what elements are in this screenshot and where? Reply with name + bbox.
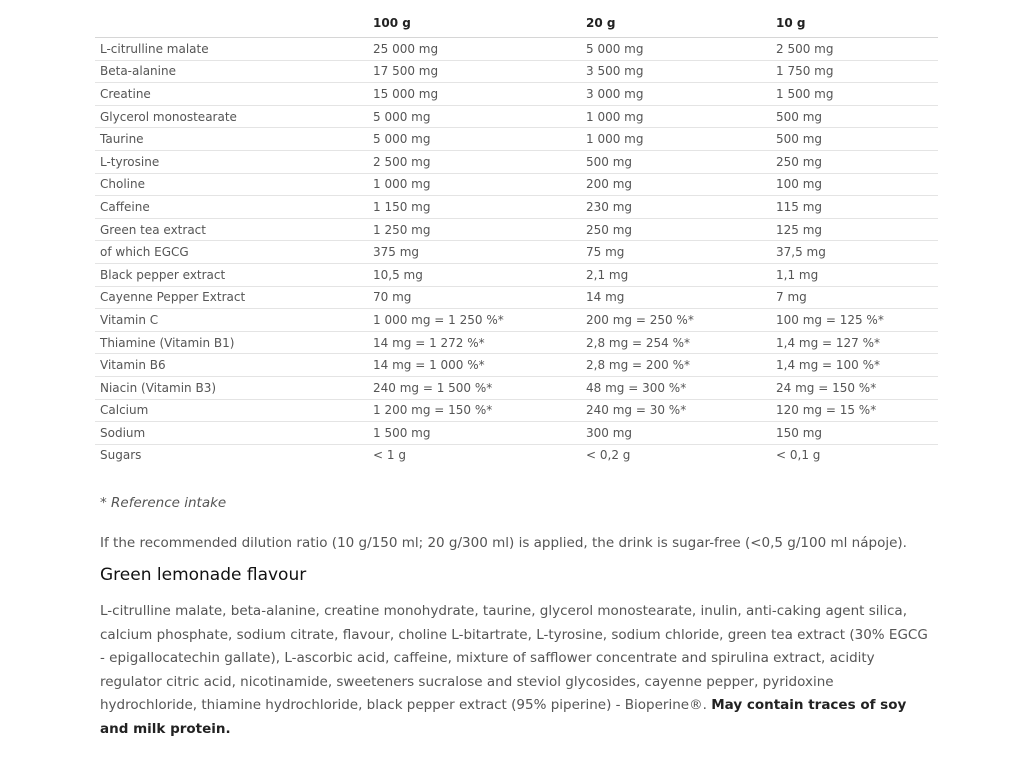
table-row [95, 105, 938, 128]
column-header-100g: 100 g [373, 8, 586, 38]
amount-100g: 1 150 mg [373, 196, 586, 219]
amount-100g: 375 mg [373, 241, 586, 264]
amount-10g: 125 mg [776, 218, 938, 241]
amount-20g: 75 mg [586, 241, 776, 264]
nutrient-name: Creatine [95, 83, 373, 106]
nutrient-name: Niacin (Vitamin B3) [95, 376, 373, 399]
amount-10g: 250 mg [776, 150, 938, 173]
table-row [95, 60, 938, 83]
nutrient-name: Choline [95, 173, 373, 196]
amount-100g: 1 000 mg = 1 250 %* [373, 309, 586, 332]
ingredients-text [100, 600, 930, 741]
table-row [95, 173, 938, 196]
table-row [95, 309, 938, 332]
nutrient-name: Sugars [100, 448, 142, 463]
amount-20g: 500 mg [586, 150, 776, 173]
amount-20g: 2,8 mg = 200 %* [586, 354, 776, 377]
amount-100g: 5 000 mg [373, 105, 586, 128]
amount-10g: 1,4 mg = 127 %* [776, 331, 938, 354]
amount-20g: 250 mg [586, 218, 776, 241]
nutrient-name: Beta-alanine [95, 60, 373, 83]
nutrient-name: Glycerol monostearate [95, 105, 373, 128]
amount-20g: 48 mg = 300 %* [586, 376, 776, 399]
amount-100g: 14 mg = 1 000 %* [373, 354, 586, 377]
amount-100g: 10,5 mg [373, 263, 586, 286]
nutrient-name: Black pepper extract [95, 263, 373, 286]
amount-20g: 1 000 mg [586, 105, 776, 128]
column-header-20g: 20 g [586, 8, 776, 38]
table-row [95, 150, 938, 173]
amount-20g: 14 mg [586, 286, 776, 309]
table-row [95, 331, 938, 354]
allergen-warning: May contain traces of soy and milk protein. [100, 697, 907, 737]
nutrient-name: Cayenne Pepper Extract [95, 286, 373, 309]
amount-20g: 240 mg = 30 %* [586, 399, 776, 422]
amount-10g: 500 mg [776, 128, 938, 151]
amount-10g: 37,5 mg [776, 241, 938, 264]
amount-100g: 1 250 mg [373, 218, 586, 241]
amount-100g: 70 mg [373, 286, 586, 309]
table-row [95, 263, 938, 286]
nutrient-name: Caffeine [95, 196, 373, 219]
amount-10g: 1,1 mg [776, 263, 938, 286]
amount-20g: 2,1 mg [586, 263, 776, 286]
table-body [95, 38, 938, 467]
amount-10g: 1,4 mg = 100 %* [776, 354, 938, 377]
amount-10g: 1 500 mg [776, 83, 938, 106]
table-row [95, 196, 938, 219]
table-row [95, 286, 938, 309]
table-header-row [95, 8, 938, 38]
ingredients-list: L-citrulline malate, beta-alanine, creatine monohydrate, taurine, glycerol monostearate, inulin, anti-caking agent silica, calcium phosphate, sodium citrate, flavour, choline L-bitartrate, L-tyrosine, sodium chloride, green tea extract (30% EGCG - epigallocatechin gallate), L-ascorbic acid, caffeine, mixture of safflower concentrate and spirulina extract, acidity regulator citric acid, nicotinamide, sweeteners sucralose and steviol glycosides, cayenne pepper, pyridoxine hydrochloride, thiamine hydrochloride, black pepper extract (95% piperine) - Bioperine®. [100, 603, 928, 713]
amount-20g: 300 mg [586, 422, 776, 445]
table-row [95, 444, 938, 466]
amount-10g: 500 mg [776, 105, 938, 128]
table-row [95, 38, 938, 61]
amount-20g: 1 000 mg [586, 128, 776, 151]
amount-100g: 17 500 mg [373, 60, 586, 83]
table-row [95, 399, 938, 422]
reference-intake-note: * Reference intake [100, 495, 227, 511]
amount-20g: 2,8 mg = 254 %* [586, 331, 776, 354]
amount-20g: 3 500 mg [586, 60, 776, 83]
amount-20g: 200 mg = 250 %* [586, 309, 776, 332]
nutrient-name: Thiamine (Vitamin B1) [95, 331, 373, 354]
nutrient-name: Green tea extract [95, 218, 373, 241]
amount-10g: 150 mg [776, 422, 938, 445]
nutrient-name: Calcium [95, 399, 373, 422]
amount-100g: 14 mg = 1 272 %* [373, 331, 586, 354]
amount-10g: 7 mg [776, 286, 938, 309]
table-row [95, 83, 938, 106]
amount-10g: 120 mg = 15 %* [776, 399, 938, 422]
amount-100g: 5 000 mg [373, 128, 586, 151]
amount-100g: 1 200 mg = 150 %* [373, 399, 586, 422]
amount-20g: < 0,2 g [586, 448, 631, 463]
table-row [95, 422, 938, 445]
table-row [95, 241, 938, 264]
amount-20g: 200 mg [586, 173, 776, 196]
nutrient-name: Taurine [95, 128, 373, 151]
nutrient-name: Vitamin B6 [95, 354, 373, 377]
amount-10g: 24 mg = 150 %* [776, 376, 938, 399]
nutrient-name: L-tyrosine [95, 150, 373, 173]
amount-10g: 115 mg [776, 196, 938, 219]
amount-100g: 1 500 mg [373, 422, 586, 445]
column-header-10g: 10 g [776, 8, 938, 38]
nutrient-name: of which EGCG [95, 241, 373, 264]
amount-100g: < 1 g [373, 448, 406, 463]
nutrient-name: Sodium [95, 422, 373, 445]
nutrient-name: Vitamin C [95, 309, 373, 332]
nutrition-table [95, 8, 938, 466]
flavour-title: Green lemonade flavour [100, 565, 307, 585]
amount-100g: 15 000 mg [373, 83, 586, 106]
amount-10g: 1 750 mg [776, 60, 938, 83]
table-row [95, 354, 938, 377]
table-row [95, 376, 938, 399]
amount-20g: 3 000 mg [586, 83, 776, 106]
amount-10g: 100 mg = 125 %* [776, 309, 938, 332]
amount-10g: 100 mg [776, 173, 938, 196]
amount-10g: < 0,1 g [776, 448, 821, 463]
column-header-nutrient [95, 8, 373, 38]
table-row [95, 218, 938, 241]
amount-100g: 240 mg = 1 500 %* [373, 376, 586, 399]
amount-20g: 5 000 mg [586, 38, 776, 61]
amount-20g: 230 mg [586, 196, 776, 219]
table-row [95, 128, 938, 151]
dilution-note: If the recommended dilution ratio (10 g/150 ml; 20 g/300 ml) is applied, the drink is sugar-free (<0,5 g/100 ml nápoje). [100, 535, 907, 551]
amount-100g: 2 500 mg [373, 150, 586, 173]
amount-100g: 25 000 mg [373, 38, 586, 61]
amount-10g: 2 500 mg [776, 38, 938, 61]
nutrient-name: L-citrulline malate [95, 38, 373, 61]
amount-100g: 1 000 mg [373, 173, 586, 196]
